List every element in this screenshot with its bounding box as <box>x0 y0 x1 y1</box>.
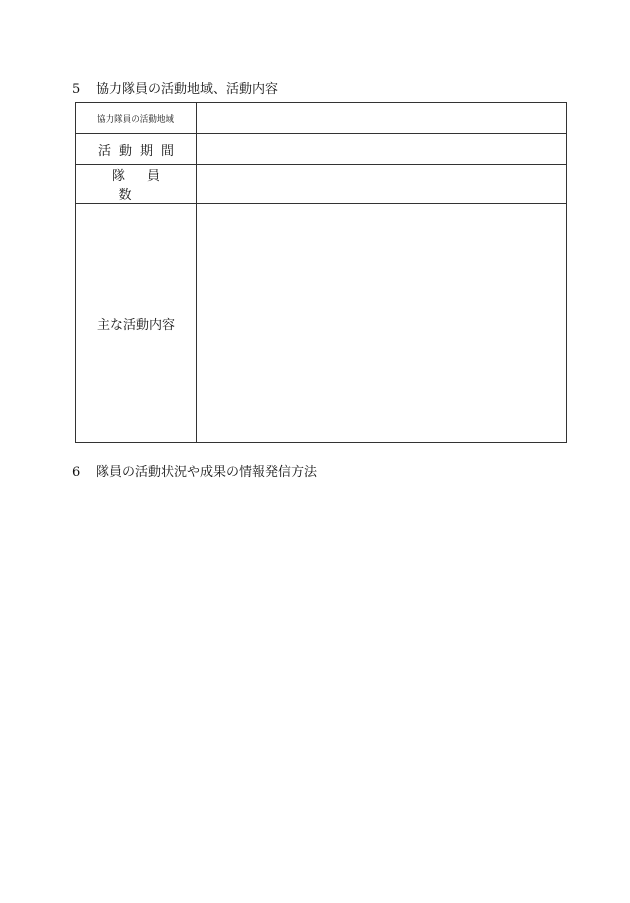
member-count-value[interactable] <box>197 165 567 204</box>
main-activities-label: 主な活動内容 <box>96 317 175 333</box>
member-count-label-cell <box>76 165 197 204</box>
section-6-title: 隊員の活動状況や成果の情報発信方法 <box>96 465 318 480</box>
member-count-label: 隊員数 <box>111 169 182 203</box>
main-activities-label-cell <box>76 204 197 443</box>
table-row-activity-area <box>76 103 567 134</box>
table-row-member-count <box>76 165 567 204</box>
section-6-number: 6 <box>72 465 81 480</box>
section-5-number: 5 <box>72 82 81 97</box>
activity-area-label-cell <box>76 103 197 134</box>
section-5-heading <box>72 81 278 99</box>
activity-period-label: 活動期間 <box>97 143 182 159</box>
section-6-heading <box>72 464 317 482</box>
table-row-activity-period <box>76 134 567 165</box>
activity-area-label: 協力隊員の活動地域 <box>97 114 175 125</box>
section-5-title: 協力隊員の活動地域、活動内容 <box>96 82 279 97</box>
main-activities-value[interactable] <box>197 204 567 443</box>
activity-period-value[interactable] <box>197 134 567 165</box>
activity-period-label-cell <box>76 134 197 165</box>
activity-form-table <box>75 102 567 443</box>
table-row-main-activities <box>76 204 567 443</box>
activity-area-value[interactable] <box>197 103 567 134</box>
